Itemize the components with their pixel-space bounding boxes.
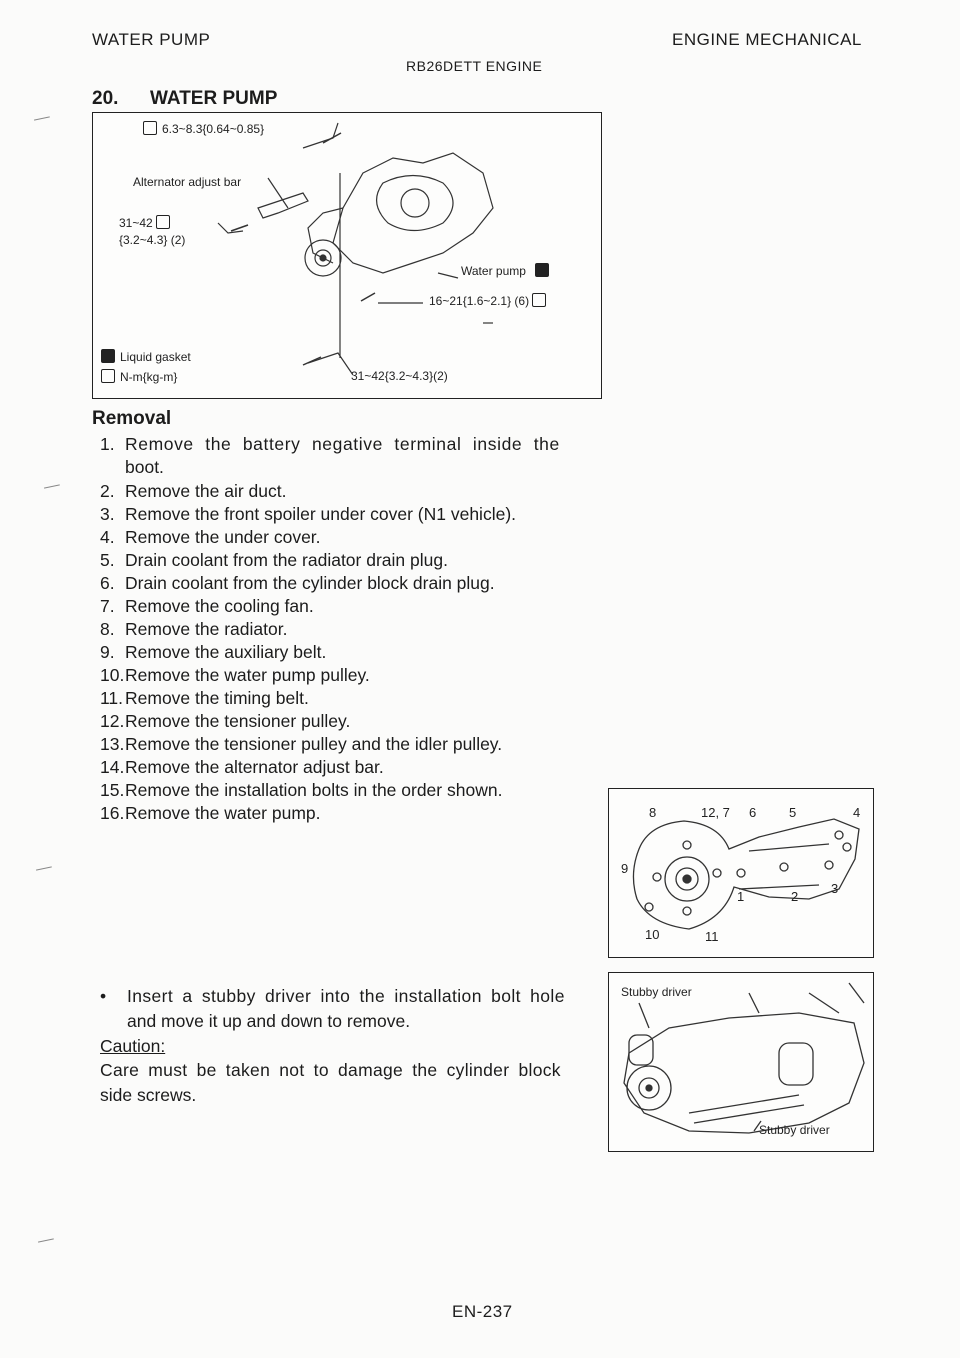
step-text: Remove the water pump. (125, 803, 321, 823)
list-item-continued: boot. (125, 457, 164, 477)
liquid-gasket-icon (535, 263, 549, 277)
bullet-line-1: Insert a stubby driver into the installation bolt hole (127, 986, 565, 1006)
list-item (100, 550, 448, 571)
bolt-order-label-2: 2 (791, 889, 799, 904)
step-number: 10. (100, 665, 125, 685)
bolt-order-label-4: 4 (853, 805, 861, 820)
torque-icon (101, 369, 115, 383)
step-number: 9. (100, 642, 115, 662)
legend-torque-unit: N-m{kg-m} (101, 369, 177, 384)
bolt-order-label-3: 3 (831, 881, 839, 896)
section-number: 20. (92, 88, 119, 109)
header-left: WATER PUMP (92, 30, 211, 49)
step-text: Remove the radiator. (125, 619, 288, 639)
bolt-removal-order-figure (608, 788, 874, 958)
step-number: 3. (100, 504, 115, 524)
alternator-adjust-bar-label: Alternator adjust bar (133, 175, 242, 189)
list-item (100, 803, 321, 824)
stubby-driver-figure (608, 972, 874, 1152)
margin-mark (36, 866, 52, 871)
margin-mark (44, 484, 60, 489)
bolt-order-label-11: 11 (705, 929, 719, 944)
step-number: 1. (100, 434, 115, 454)
step-number: 2. (100, 481, 115, 501)
bullet-dot: • (100, 986, 107, 1006)
step-number: 14. (100, 757, 125, 777)
step-number: 7. (100, 596, 115, 616)
list-item (100, 711, 350, 732)
caution-line-1: Care must be taken not to damage the cylinder block (100, 1060, 561, 1080)
step-number: 13. (100, 734, 125, 754)
list-item (100, 688, 309, 709)
bolt-order-label-6: 6 (749, 805, 757, 820)
torque-icon (143, 121, 157, 135)
step-text: Drain coolant from the radiator drain plug. (125, 550, 448, 570)
step-text: Drain coolant from the cylinder block drain plug. (125, 573, 495, 593)
header-right: ENGINE MECHANICAL (672, 30, 862, 49)
step-text: Remove the cooling fan. (125, 596, 314, 616)
bullet-line-2: and move it up and down to remove. (127, 1011, 411, 1031)
caution-label: Caution: (100, 1036, 166, 1056)
list-item (100, 757, 384, 778)
step-number: 16. (100, 803, 125, 823)
liquid-gasket-icon (101, 349, 115, 363)
torque-icon (156, 215, 170, 229)
list-item (100, 780, 502, 801)
step-number: 5. (100, 550, 115, 570)
step-text: Remove the air duct. (125, 481, 287, 501)
bolt-order-label-12-7: 12, 7 (701, 805, 730, 820)
list-item (100, 734, 502, 755)
step-text: Remove the battery negative terminal inside the (125, 434, 560, 454)
margin-mark (38, 1238, 54, 1243)
bolt-order-label-5: 5 (789, 805, 797, 820)
list-item (100, 596, 314, 617)
stubby-driver-label-bottom: Stubby driver (759, 1123, 830, 1137)
torque-spec-left: 31~42 (119, 215, 175, 230)
step-text: Remove the auxiliary belt. (125, 642, 327, 662)
bolt-order-label-8: 8 (649, 805, 657, 820)
removal-heading: Removal (92, 408, 172, 429)
step-text: Remove the alternator adjust bar. (125, 757, 384, 777)
step-number: 8. (100, 619, 115, 639)
water-pump-label: Water pump (461, 263, 554, 278)
step-text: Remove the tensioner pulley and the idler pulley. (125, 734, 503, 754)
list-item (100, 573, 495, 594)
step-number: 6. (100, 573, 115, 593)
bolt-order-label-9: 9 (621, 861, 629, 876)
list-item (100, 527, 321, 548)
list-item (100, 504, 516, 525)
step-text: Remove the timing belt. (125, 688, 309, 708)
list-item (100, 434, 560, 455)
step-number: 12. (100, 711, 125, 731)
torque-spec-bottom: 31~42{3.2~4.3}(2) (351, 369, 448, 383)
stubby-driver-illustration (609, 973, 873, 1151)
step-text: Remove the under cover. (125, 527, 321, 547)
list-item (100, 619, 287, 640)
header-center: RB26DETT ENGINE (406, 58, 543, 74)
step-text: Remove the installation bolts in the order shown. (125, 780, 503, 800)
stubby-driver-label-top: Stubby driver (621, 985, 692, 999)
page-number: EN-237 (452, 1302, 513, 1321)
step-text: Remove the tensioner pulley. (125, 711, 351, 731)
torque-spec-right: 16~21{1.6~2.1} (6) (429, 293, 551, 308)
caution-line-2: side screws. (100, 1085, 197, 1105)
step-number: 11. (100, 688, 124, 708)
legend-liquid-gasket: Liquid gasket (101, 349, 191, 364)
step-number: 15. (100, 780, 125, 800)
list-item (100, 481, 286, 502)
list-item (100, 665, 370, 686)
water-pump-exploded-figure (92, 112, 602, 399)
list-item (100, 642, 326, 663)
torque-spec-left-detail: {3.2~4.3} (2) (119, 233, 186, 247)
step-number: 4. (100, 527, 115, 547)
torque-spec-top: 6.3~8.3{0.64~0.85} (143, 121, 264, 136)
step-text: Remove the front spoiler under cover (N1 vehicle). (125, 504, 517, 524)
bolt-order-label-10: 10 (645, 927, 660, 942)
bolt-order-label-1: 1 (737, 889, 745, 904)
margin-mark (34, 116, 50, 121)
torque-icon (532, 293, 546, 307)
step-text: Remove the water pump pulley. (125, 665, 370, 685)
section-title: WATER PUMP (150, 88, 278, 109)
